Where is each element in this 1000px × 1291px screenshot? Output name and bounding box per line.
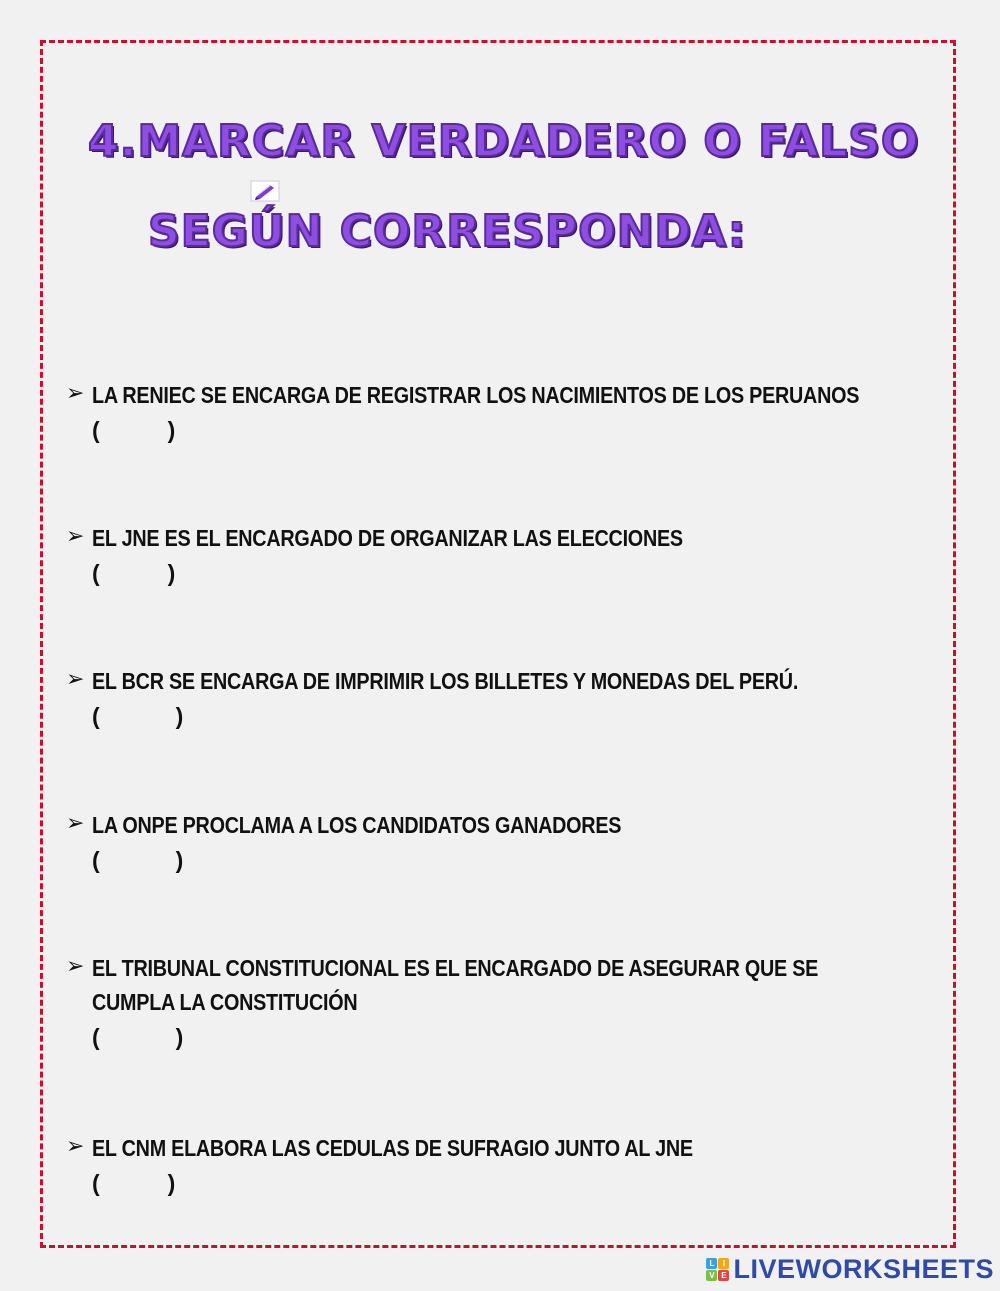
statement-item xyxy=(66,951,956,1055)
answer-blank[interactable]: ( ) xyxy=(92,417,176,443)
worksheet-title: 4.MARCAR VERDADERO O FALSO xyxy=(88,116,920,167)
answer-blank[interactable]: ( ) xyxy=(92,703,184,729)
statement-text: LA ONPE PROCLAMA A LOS CANDIDATOS GANADORES xyxy=(92,812,622,838)
statement-text: EL BCR SE ENCARGA DE IMPRIMIR LOS BILLETES Y MONEDAS DEL PERÚ. xyxy=(92,668,799,694)
statement-text: EL JNE ES EL ENCARGADO DE ORGANIZAR LAS ELECCIONES xyxy=(92,525,683,551)
arrowhead-bullet-icon: ➢ xyxy=(66,810,85,835)
brand-logo-icon: L I V E xyxy=(706,1258,729,1281)
answer-blank[interactable]: ( ) xyxy=(92,1170,176,1196)
statement-text: LA RENIEC SE ENCARGA DE REGISTRAR LOS NACIMIENTOS DE LOS PERUANOS xyxy=(92,382,860,408)
statement-text-continued: CUMPLA LA CONSTITUCIÓN xyxy=(92,989,358,1015)
worksheet-subtitle: SEGÚN CORRESPONDA: xyxy=(148,206,747,257)
answer-blank[interactable]: ( ) xyxy=(92,560,176,586)
statement-item xyxy=(66,808,956,878)
arrowhead-bullet-icon: ➢ xyxy=(66,666,85,691)
statement-item xyxy=(66,664,956,734)
statement-item xyxy=(66,521,956,591)
statement-item xyxy=(66,378,956,448)
brand-name: LIVEWORKSHEETS xyxy=(733,1254,994,1284)
statement-item xyxy=(66,1131,956,1201)
answer-blank[interactable]: ( ) xyxy=(92,847,184,873)
arrowhead-bullet-icon: ➢ xyxy=(66,523,85,548)
statement-text: EL CNM ELABORA LAS CEDULAS DE SUFRAGIO JUNTO AL JNE xyxy=(92,1135,693,1161)
arrowhead-bullet-icon: ➢ xyxy=(66,953,85,978)
arrowhead-bullet-icon: ➢ xyxy=(66,1133,85,1158)
liveworksheets-brand xyxy=(706,1254,994,1285)
answer-blank[interactable]: ( ) xyxy=(92,1024,184,1050)
statement-text: EL TRIBUNAL CONSTITUCIONAL ES EL ENCARGADO DE ASEGURAR QUE SE xyxy=(92,955,819,981)
pencil-icon xyxy=(250,180,280,202)
arrowhead-bullet-icon: ➢ xyxy=(66,380,85,405)
